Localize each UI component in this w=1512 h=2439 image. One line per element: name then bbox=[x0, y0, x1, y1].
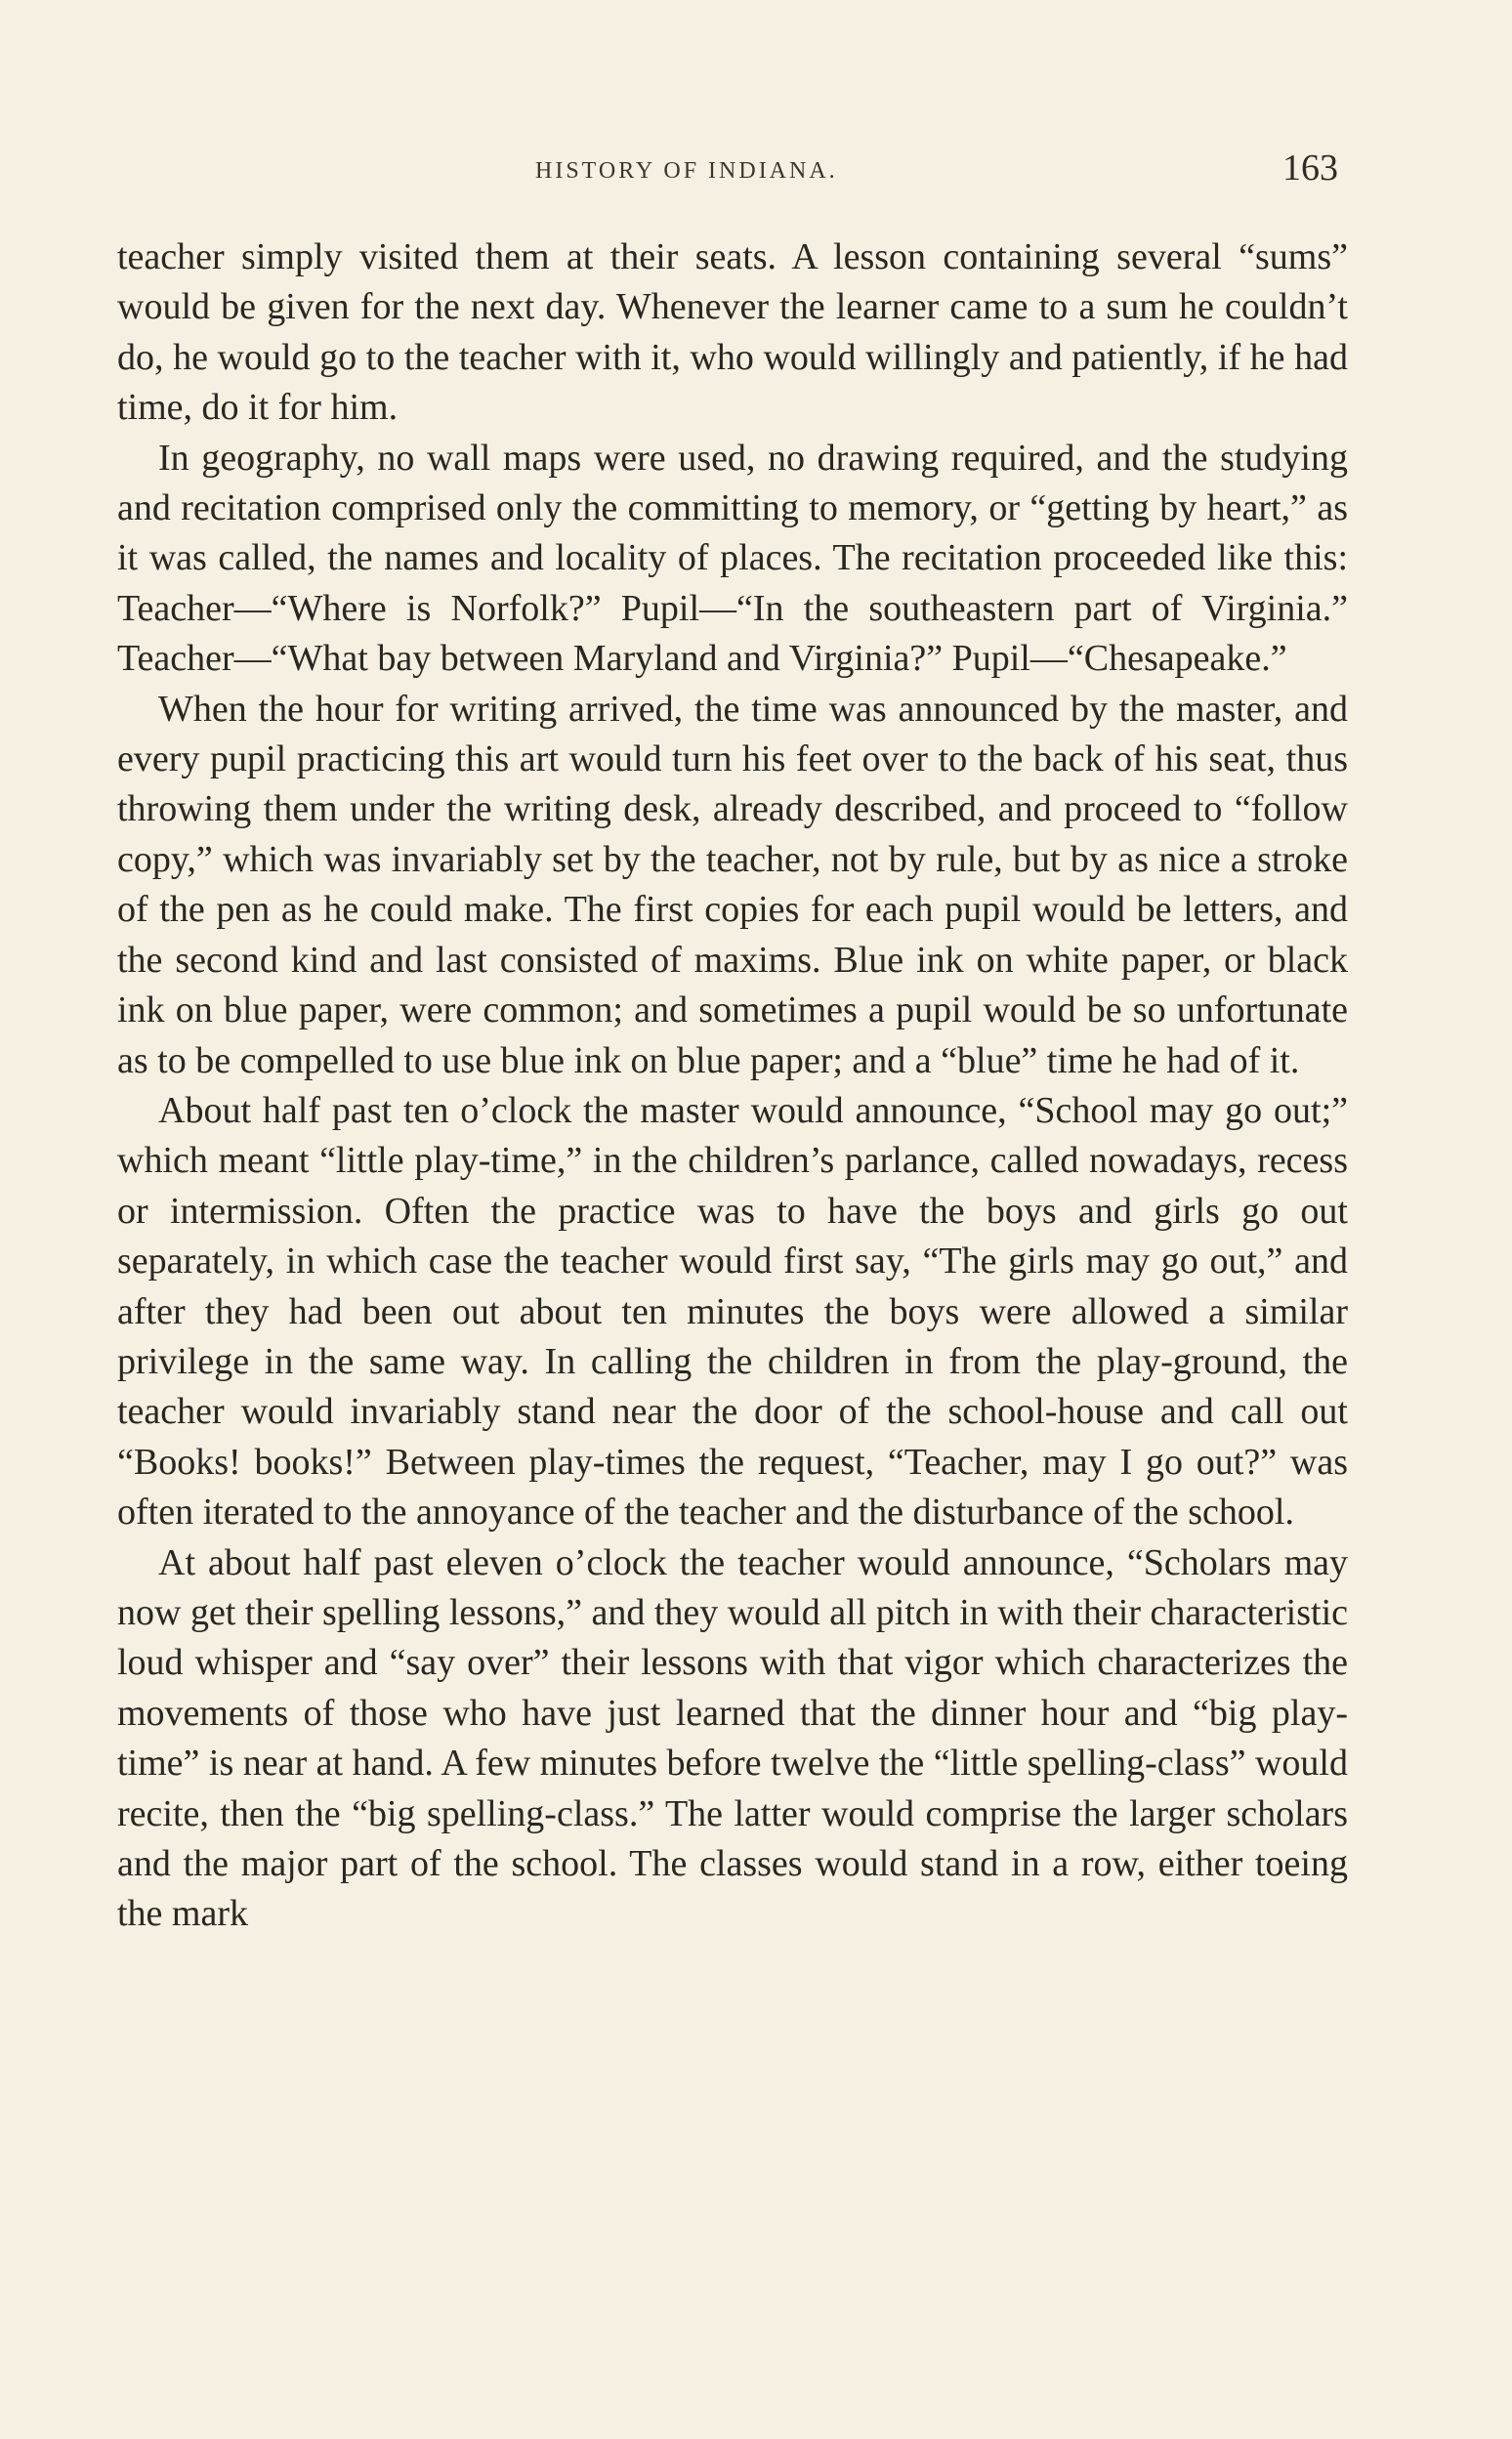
paragraph-5: At about half past eleven o’clock the teacher would announce, “Scholars may now get their spelling lessons,” and they would all pitch in with their characteristic loud whisper and “say over” their lessons with that vigor which characterizes the movements of those who have just learned that the dinner hour and “big play-time” is near at hand. A few minutes before twelve the “little spelling-class” would recite, then the “big spelling-class.” The latter would comprise the larger scholars and the major part of the school. The classes would stand in a row, either toeing the mark bbox=[117, 1541, 1349, 1935]
paragraph-3: When the hour for writing arrived, the time was announced by the master, and every pupil practicing this art would turn his feet over to the back of his seat, thus throwing them under the writing desk, already described, and proceed to “follow copy,” which was invariably set by the teacher, not by rule, but by as nice a stroke of the pen as he could make. The first copies for each pupil would be letters, and the second kind and last consisted of maxims. Blue ink on white paper, or black ink on blue paper, were common; and sometimes a pupil would be so unfortunate as to be compelled to use blue ink on blue paper; and a “blue” time he had of it. bbox=[117, 688, 1348, 1081]
running-head: HISTORY OF INDIANA. bbox=[535, 158, 838, 184]
paragraph-4: About half past ten o’clock the master would announce, “School may go out;” which meant “little play-time,” in the children’s parlance, called nowadays, recess or intermission. Often the practice was to have the boys and girls go out separately, in which case the teacher would first say, “The girls may go out,” and after they had been out about ten minutes the boys were allowed a similar privilege in the same way. In calling the children in from the play-ground, the teacher would invariably stand near the door of the school-house and call out “Books! books!” Between play-times the request, “Teacher, may I go out?” was often iterated to the annoyance of the teacher and the disturbance of the school. bbox=[117, 1089, 1348, 1534]
paragraph-2: In geography, no wall maps were used, no drawing required, and the studying and recitation comprised only the committing to memory, or “getting by heart,” as it was called, the names and locality of places. The recitation proceeded like this: Teacher—“Where is Norfolk?” Pupil—“In the southeastern part of Virginia.” Teacher—“What bay between Maryland and Virginia?” Pupil—“Chesapeake.” bbox=[117, 437, 1348, 680]
page-number: 163 bbox=[1282, 147, 1338, 189]
body-text bbox=[117, 232, 1348, 1940]
paragraph-1: teacher simply visited them at their seats. A lesson containing several “sums” would be given for the next day. Whenever the learner came to a sum he couldn’t do, he would go to the teacher with it, who would willingly and patiently, if he had time, do it for him. bbox=[117, 236, 1348, 429]
